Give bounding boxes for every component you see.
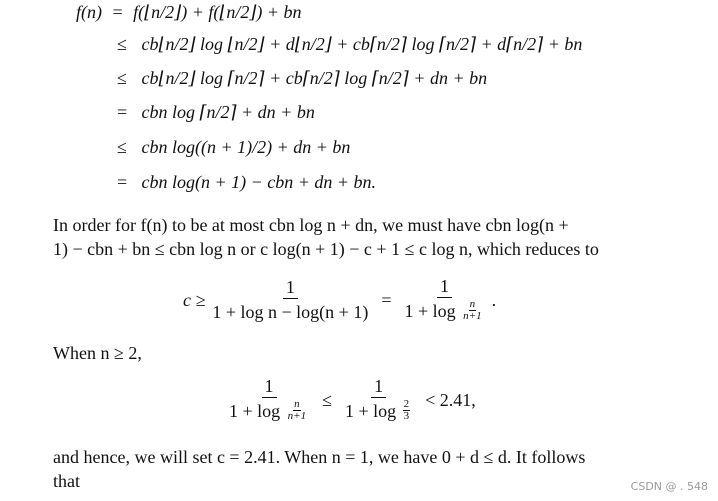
- leq-sign: ≤: [322, 389, 332, 410]
- derivation-line-6: [117, 171, 376, 193]
- small-denominator: n+1: [287, 410, 307, 423]
- fraction-denominator: [401, 298, 487, 324]
- denominator-prefix: 1 + log: [344, 401, 397, 421]
- fraction-denominator: [342, 398, 415, 424]
- small-fraction: [403, 399, 411, 422]
- derivation-rel: =: [117, 172, 128, 192]
- inequality-lhs: c ≥: [183, 289, 206, 310]
- derivation-line-2: [117, 33, 582, 55]
- paragraph-3-line-2: that: [53, 471, 80, 491]
- derivation-rhs: f(⌊n/2⌋) + f(⌊n/2⌋) + bn: [133, 2, 302, 22]
- equals-sign: =: [381, 289, 392, 310]
- fraction: [226, 376, 312, 424]
- derivation-rhs: cbn log((n + 1)/2) + dn + bn: [141, 137, 351, 157]
- bound-value: < 2.41,: [425, 389, 476, 410]
- small-denominator: n+1: [463, 310, 482, 323]
- paragraph-1-line-2: 1) − cbn + bn ≤ cbn log n or c log(n + 1) − c + 1 ≤ c log n, which reduces to: [53, 239, 599, 259]
- paragraph-3-line-1: and hence, we will set c = 2.41. When n = 1, we have 0 + d ≤ d. It follows: [53, 447, 586, 467]
- paragraph-1-line-1: In order for f(n) to be at most cbn log n + dn, we must have cbn log(n +: [53, 215, 569, 235]
- fraction-denominator: 1 + log n − log(n + 1): [212, 302, 369, 323]
- derivation-line-1: [76, 1, 302, 23]
- derivation-rhs: cb⌊n/2⌋ log ⌊n/2⌋ + d⌊n/2⌋ + cb⌈n/2⌉ log ⌈n/2⌉ + d⌈n/2⌉ + bn: [141, 34, 583, 54]
- fraction: [209, 277, 371, 323]
- derivation-rel: ≤: [117, 137, 127, 157]
- display-equation-2: [222, 376, 482, 424]
- fraction-numerator: 1: [262, 376, 277, 398]
- small-denominator: 3: [403, 410, 410, 423]
- period: .: [491, 289, 497, 310]
- fraction-denominator: [226, 398, 312, 424]
- watermark: CSDN @ . 548: [630, 480, 708, 493]
- derivation-rhs: cbn log(n + 1) − cbn + dn + bn.: [141, 172, 377, 192]
- denominator-prefix: 1 + log: [229, 401, 281, 421]
- fraction: [342, 376, 415, 424]
- small-numerator: n: [469, 298, 476, 311]
- fraction-numerator: 1: [437, 276, 452, 298]
- derivation-line-5: [117, 136, 350, 158]
- derivation-lhs: f(n): [76, 2, 102, 22]
- derivation-line-3: [117, 67, 487, 89]
- small-numerator: 2: [403, 398, 410, 411]
- fraction-numerator: 1: [371, 376, 386, 398]
- denominator-prefix: 1 + log: [404, 301, 456, 321]
- derivation-rel: =: [117, 102, 128, 122]
- fraction-numerator: 1: [283, 277, 298, 299]
- derivation-rel: ≤: [117, 68, 127, 88]
- derivation-rhs: cb⌊n/2⌋ log ⌈n/2⌉ + cb⌈n/2⌉ log ⌈n/2⌉ + dn + bn: [141, 68, 488, 88]
- small-numerator: n: [294, 398, 300, 411]
- paragraph-2: When n ≥ 2,: [53, 343, 142, 363]
- fraction: [401, 276, 487, 324]
- derivation-rel: =: [112, 2, 123, 22]
- derivation-rel: ≤: [117, 34, 127, 54]
- derivation-line-4: [117, 101, 315, 123]
- derivation-rhs: cbn log ⌈n/2⌉ + dn + bn: [141, 102, 315, 122]
- small-fraction: [287, 399, 307, 422]
- display-equation-1: [183, 276, 496, 324]
- small-fraction: [462, 299, 482, 322]
